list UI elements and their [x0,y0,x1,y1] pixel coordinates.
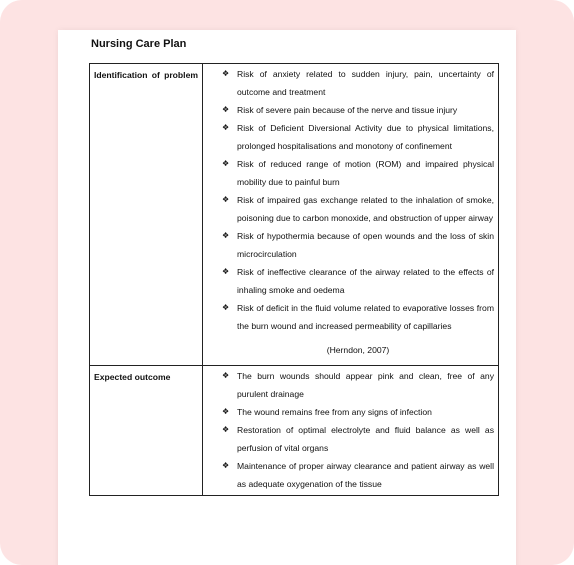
row-content-identification [203,64,499,366]
table-row-expected-outcome [90,366,499,496]
diamond-bullet-icon: ❖ [222,461,230,470]
document-title: Nursing Care Plan [91,38,187,50]
list-item: ❖ Risk of hypothermia because of open wounds and the loss of skin microcirculation [222,227,494,263]
list-item: ❖ Risk of impaired gas exchange related to the inhalation of smoke, poisoning due to carbon monoxide, and obstruction of upper airway [222,191,494,227]
list-item: ❖ The burn wounds should appear pink and clean, free of any purulent drainage [222,367,494,403]
care-plan-table [89,63,499,496]
diamond-bullet-icon: ❖ [222,195,230,204]
diamond-bullet-icon: ❖ [222,267,230,276]
diamond-bullet-icon: ❖ [222,123,230,132]
outcome-list [222,367,494,493]
list-item: ❖ Risk of Deficient Diversional Activity due to physical limitations, prolonged hospitalisations and monotony of confinement [222,119,494,155]
list-item: ❖ Risk of deficit in the fluid volume related to evaporative losses from the burn wound and increased permeability of capillaries [222,299,494,335]
diamond-bullet-icon: ❖ [222,105,230,114]
diamond-bullet-icon: ❖ [222,231,230,240]
row-content-expected-outcome [203,366,499,496]
diamond-bullet-icon: ❖ [222,371,230,380]
list-item: ❖ Risk of reduced range of motion (ROM) and impaired physical mobility due to painful burn [222,155,494,191]
list-item: ❖ Risk of anxiety related to sudden injury, pain, uncertainty of outcome and treatment [222,65,494,101]
diamond-bullet-icon: ❖ [222,407,230,416]
citation: (Herndon, 2007) [326,345,390,355]
row-label-expected-outcome: Expected outcome [90,366,203,496]
document-page [58,30,516,565]
table-row-identification [90,64,499,366]
list-item: ❖ Risk of severe pain because of the nerve and tissue injury [222,101,494,119]
list-item: ❖ Maintenance of proper airway clearance and patient airway as well as adequate oxygenation of the tissue [222,457,494,493]
list-item: ❖ The wound remains free from any signs of infection [222,403,494,421]
diamond-bullet-icon: ❖ [222,159,230,168]
diamond-bullet-icon: ❖ [222,69,230,78]
problem-list [222,65,494,335]
diamond-bullet-icon: ❖ [222,303,230,312]
list-item: ❖ Risk of ineffective clearance of the airway related to the effects of inhaling smoke and oedema [222,263,494,299]
list-item: ❖ Restoration of optimal electrolyte and fluid balance as well as perfusion of vital organs [222,421,494,457]
diamond-bullet-icon: ❖ [222,425,230,434]
row-label-identification: Identification of problem [90,64,203,366]
